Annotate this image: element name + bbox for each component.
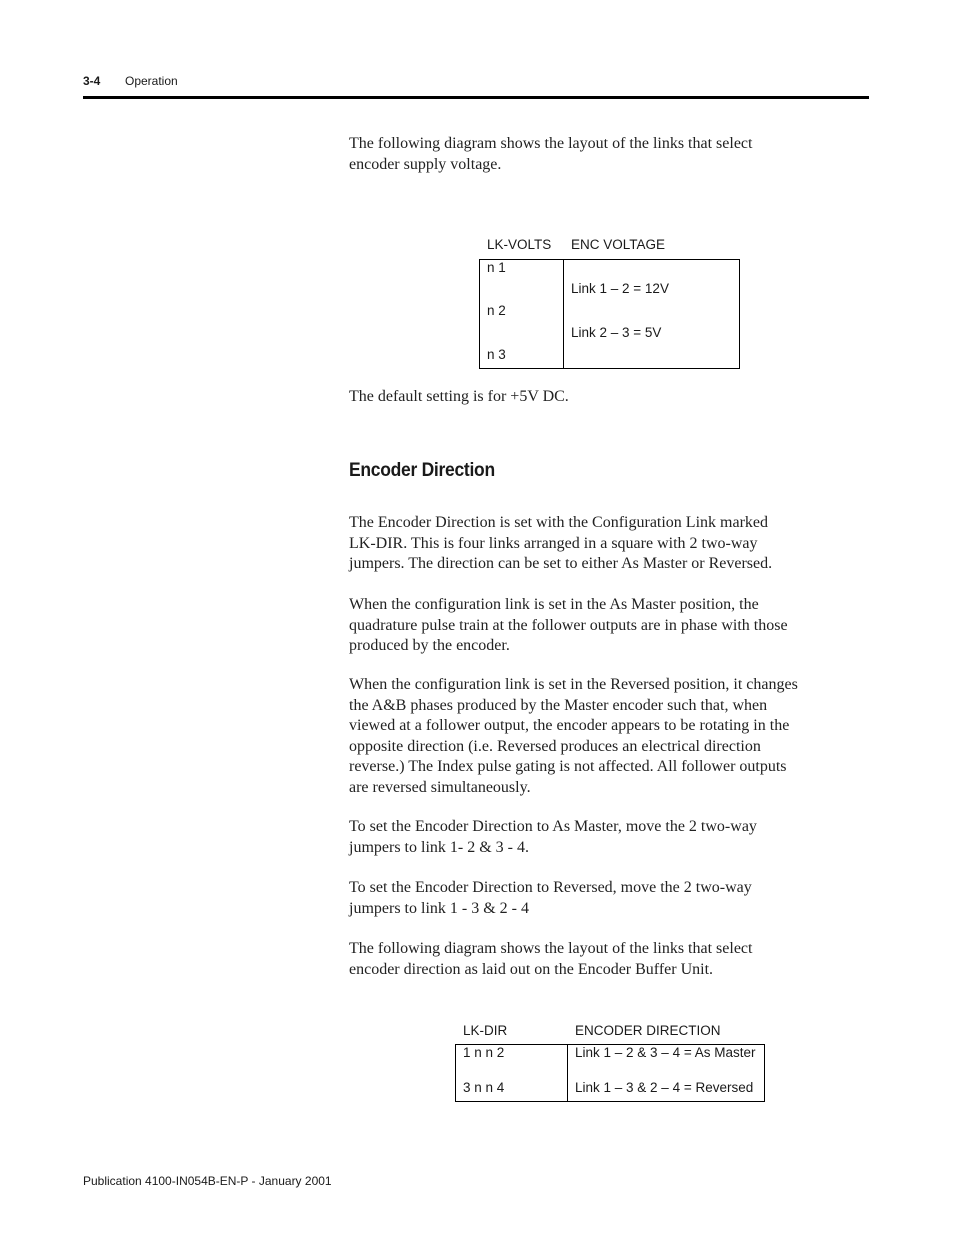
paragraph-direction-diagram: [349, 939, 869, 980]
link-reversed: Link 1 – 3 & 2 – 4 = Reversed: [575, 1080, 754, 1095]
text-line: opposite direction (i.e. Reversed produces an electrical direction: [349, 737, 761, 755]
text-line: The following diagram shows the layout of the links that select: [349, 940, 753, 957]
text-line: To set the Encoder Direction to Reversed, move the 2 two-way: [349, 879, 752, 896]
pin-1: n 1: [487, 260, 506, 275]
intro-paragraph: [349, 134, 869, 175]
paragraph-set-reversed: [349, 878, 869, 919]
paragraph-lk-dir: [349, 513, 869, 575]
pins-3-4: 3 n n 4: [463, 1080, 505, 1095]
text-line: encoder supply voltage.: [349, 155, 502, 173]
text-line: viewed at a follower output, the encoder appears to be rotating in the: [349, 717, 790, 734]
text-line: When the configuration link is set in the Reversed position, it changes: [349, 676, 798, 693]
text-line: the A&B phases produced by the Master encoder such that, when: [349, 696, 768, 714]
paragraph-set-as-master: [349, 817, 869, 858]
direction-table-divider: [567, 1044, 568, 1102]
lk-dir-header: LK-DIR: [463, 1023, 508, 1038]
paragraph-as-master: [349, 595, 869, 657]
pin-3: n 3: [487, 347, 506, 362]
text-line: To set the Encoder Direction to As Master, move the 2 two-way: [349, 818, 757, 835]
voltage-table-divider: [563, 259, 564, 369]
text-line: jumpers to link 1 - 3 & 2 - 4: [349, 899, 529, 917]
page-number: 3-4: [83, 74, 101, 88]
text-line: produced by the encoder.: [349, 637, 510, 654]
text-line: The Encoder Direction is set with the Configuration Link marked: [349, 514, 768, 531]
text-line: quadrature pulse train at the follower outputs are in phase with those: [349, 616, 788, 634]
text-line: are reversed simultaneously.: [349, 778, 531, 796]
text-line: The default setting is for +5V DC.: [349, 388, 569, 405]
section-title: Operation: [125, 74, 178, 88]
header-rule: [83, 96, 869, 99]
publication-footer: Publication 4100-IN054B-EN-P - January 2001: [83, 1174, 332, 1188]
lk-volts-header: LK-VOLTS: [487, 237, 552, 252]
text-line: The following diagram shows the layout of the links that select: [349, 135, 753, 152]
voltage-table: [479, 259, 740, 369]
default-setting-note: [349, 387, 869, 408]
enc-voltage-header: ENC VOLTAGE: [571, 237, 666, 252]
pin-2: n 2: [487, 303, 506, 318]
text-line: jumpers. The direction can be set to either As Master or Reversed.: [349, 555, 773, 572]
paragraph-reversed: [349, 675, 869, 798]
text-line: When the configuration link is set in the As Master position, the: [349, 596, 759, 613]
link-12v: Link 1 – 2 = 12V: [571, 281, 669, 296]
text-line: reverse.) The Index pulse gating is not affected. All follower outputs: [349, 758, 787, 775]
link-as-master: Link 1 – 2 & 3 – 4 = As Master: [575, 1045, 756, 1060]
encoder-direction-header: ENCODER DIRECTION: [575, 1023, 721, 1038]
encoder-direction-heading: Encoder Direction: [349, 460, 495, 481]
link-5v: Link 2 – 3 = 5V: [571, 325, 662, 340]
text-line: LK-DIR. This is four links arranged in a square with 2 two-way: [349, 534, 758, 552]
text-line: jumpers to link 1- 2 & 3 - 4.: [349, 838, 529, 856]
text-line: encoder direction as laid out on the Encoder Buffer Unit.: [349, 960, 714, 978]
pins-1-2: 1 n n 2: [463, 1045, 505, 1060]
